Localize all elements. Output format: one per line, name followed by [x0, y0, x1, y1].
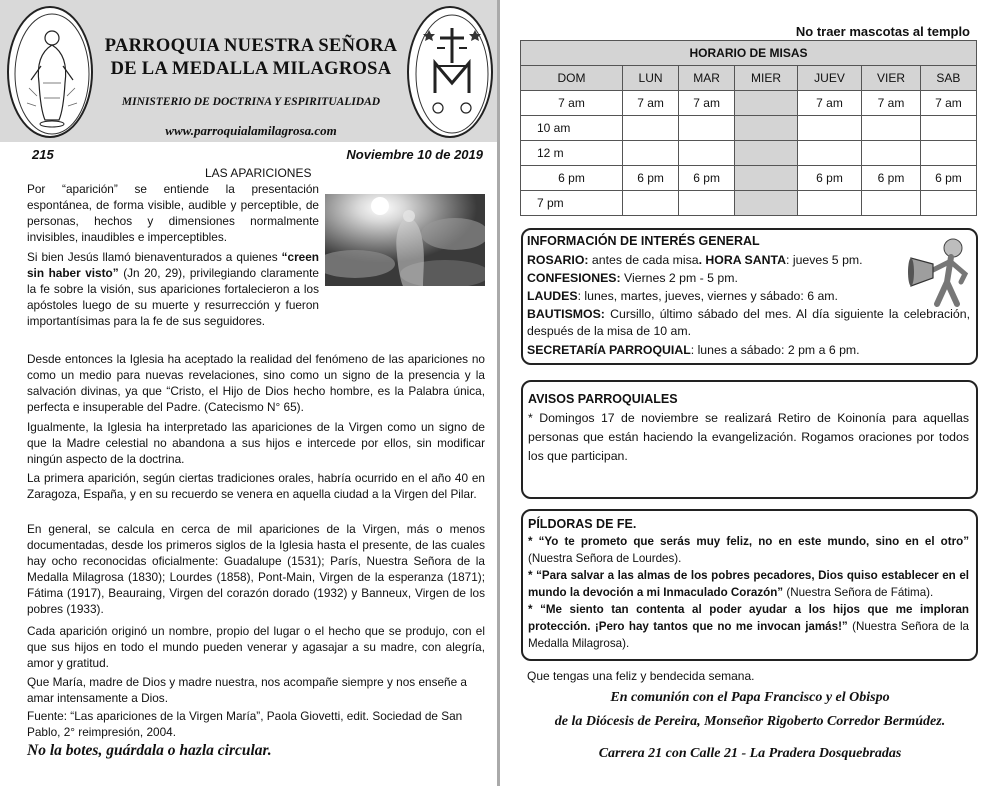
day-header: DOM — [521, 66, 623, 91]
faith-pill-2 — [528, 567, 969, 601]
schedule-row — [521, 166, 977, 191]
website-link[interactable]: www.parroquialamilagrosa.com — [165, 123, 337, 138]
issue-number: 215 — [32, 147, 54, 162]
schedule-cell — [735, 91, 798, 116]
article-paragraph-5: La primera aparición, según ciertas tradiciones orales, habría ocurrido en el año 40 en Zaragoza, España, y en su recuerdo se venera en aquella ciudad a la Virgen del Pilar. — [27, 471, 485, 501]
schedule-cell — [920, 141, 976, 166]
schedule-row — [521, 91, 977, 116]
schedule-cell — [862, 141, 921, 166]
schedule-row — [521, 116, 977, 141]
bautismos-text: Cursillo, último sábado del mes. Al día siguiente la celebración, después de la misa de 10 am. — [527, 307, 970, 338]
article-p2-quote: “creen sin haber visto” — [27, 250, 319, 280]
schedule-cell — [623, 191, 679, 216]
ministry-name: MINISTERIO DE DOCTRINA Y ESPIRITUALIDAD — [121, 96, 381, 108]
schedule-cell — [735, 141, 798, 166]
schedule-cell: 7 am — [521, 91, 623, 116]
parish-notices-box — [521, 380, 978, 499]
laudes-text: : lunes, martes, jueves, viernes y sábado: 6 am. — [577, 289, 838, 303]
article-p2-intro: Si bien Jesús llamó bienaventurados a quienes — [27, 250, 278, 264]
info-secretaria-line — [527, 342, 860, 359]
schedule-cell — [735, 116, 798, 141]
day-header: VIER — [862, 66, 921, 91]
article-paragraph-4: Igualmente, la Iglesia ha interpretado las apariciones de la Virgen como un signo de que la Madre celestial no abandona a sus hijos e intercede por ellos, sin modificar ningún aspecto de la doctrina. — [27, 420, 485, 466]
parish-title-line-1: PARROQUIA NUESTRA SEÑORA — [104, 36, 398, 56]
schedule-cell: 7 am — [623, 91, 679, 116]
schedule-cell — [679, 116, 735, 141]
schedule-cell: 6 pm — [623, 166, 679, 191]
schedule-row — [521, 141, 977, 166]
bautismos-label: BAUTISMOS: — [527, 307, 605, 321]
article-p2-rest: (Jn 20, 29), privilegiando claramente la fe sobre la visión, sus apariciones fortalecieron a los apóstoles luego de su muerte y resurrección y fueron importantísimas para la fe de sus seguidores. — [27, 266, 319, 328]
schedule-cell: 6 pm — [797, 166, 861, 191]
confesiones-label: CONFESIONES: — [527, 271, 621, 285]
schedule-cell: 6 pm — [521, 166, 623, 191]
schedule-cell: 7 am — [862, 91, 921, 116]
hora-santa-label: . HORA SANTA — [698, 253, 787, 267]
schedule-cell — [797, 116, 861, 141]
megaphone-figure-icon — [907, 234, 977, 310]
schedule-cell: 12 m — [521, 141, 623, 166]
schedule-cell: 6 pm — [862, 166, 921, 191]
schedule-cell — [735, 191, 798, 216]
schedule-cell: 7 am — [920, 91, 976, 116]
no-pets-notice: No traer mascotas al templo — [795, 24, 970, 39]
communion-line-1: En comunión con el Papa Francisco y el Obispo — [610, 690, 890, 705]
schedule-cell — [862, 116, 921, 141]
faith-pill-quote: * “Para salvar a las almas de los pobres pecadores, Dios quiso establecer en el mundo la devoción a mi Inmaculado Corazón” — [528, 569, 969, 599]
faith-pill-3 — [528, 601, 969, 652]
faith-pills-title: PÍLDORAS DE FE. — [528, 517, 637, 531]
general-info-title: INFORMACIÓN DE INTERÉS GENERAL — [527, 234, 760, 248]
info-bautismos-line — [527, 306, 970, 340]
rosario-text: antes de cada misa — [588, 253, 699, 267]
schedule-cell — [920, 116, 976, 141]
general-info-box — [521, 228, 978, 365]
confesiones-text: Viernes 2 pm - 5 pm. — [620, 271, 738, 285]
parish-title-line-2: DE LA MEDALLA MILAGROSA — [110, 59, 392, 79]
article-paragraph-8: Que María, madre de Dios y madre nuestra, nos acompañe siempre y nos enseñe a amar intensamente a Dios. — [27, 675, 467, 705]
cross-m-medal-icon — [407, 6, 493, 138]
mass-schedule-table — [520, 40, 977, 216]
schedule-cell: 6 pm — [920, 166, 976, 191]
keep-bulletin-notice: No la botes, guárdala o hazla circular. — [27, 742, 272, 759]
schedule-cell: 7 am — [679, 91, 735, 116]
secretaria-text: : lunes a sábado: 2 pm a 6 pm. — [690, 343, 860, 357]
article-paragraph-1: Por “aparición” se entiende la presentación espontánea, de forma visible, audible y perceptible, de personas, hechos y dimensiones normalmente invisibles, inaudibles e imperceptibles. — [27, 182, 319, 244]
schedule-cell — [797, 191, 861, 216]
article-paragraph-6: En general, se calcula en cerca de mil apariciones de la Virgen, más o menos documentadas, desde los primeros siglos de la Iglesia hasta el presente, de las cuales hay ocho reconocidas oficialmente: Guadalupe (1531); París, Nuestra Señora de la Medalla Milagrosa (1830); Lourdes (1858), Pont-Main, Virgen de la esperanza (1871); Fátima (1917), Beauraing, Virgen del corazón dorado (1932) y Banneux, Virgen de los pobres (1933). — [27, 522, 485, 616]
schedule-cell — [623, 141, 679, 166]
communion-line-2: de la Diócesis de Pereira, Monseñor Rigoberto Corredor Bermúdez. — [554, 714, 946, 729]
article-source: Fuente: “Las apariciones de la Virgen María”, Paola Giovetti, edit. Sociedad de San Pablo, 2° reimpresión, 2004. — [27, 709, 463, 739]
schedule-cell — [920, 191, 976, 216]
laudes-label: LAUDES — [527, 289, 578, 303]
virgin-mary-medal-icon — [7, 6, 93, 138]
faith-pill-source: (Nuestra Señora de Lourdes). — [528, 552, 682, 565]
faith-pills-box — [521, 509, 978, 661]
issue-date: Noviembre 10 de 2019 — [346, 147, 483, 162]
day-header: MIER — [735, 66, 798, 91]
faith-pill-quote: * “Me siento tan contenta al poder ayudar a los hijos que me imploran protección. ¡Pero hay tantos que no me invocan jamás!” — [528, 603, 969, 633]
schedule-cell — [735, 166, 798, 191]
parish-notice-text: * Domingos 17 de noviembre se realizará Retiro de Koinonía para aquellas personas que están haciendo la evangelización. Rogamos oraciones por todos los que participan. — [528, 411, 969, 463]
article-paragraph-2 — [27, 249, 319, 329]
left-page — [0, 0, 497, 786]
schedule-days-row — [521, 66, 977, 91]
closing-greeting: Que tengas una feliz y bendecida semana. — [527, 669, 755, 683]
secretaria-label: SECRETARÍA PARROQUIAL — [527, 343, 691, 357]
apparition-photo — [325, 194, 485, 286]
faith-pill-1 — [528, 533, 969, 567]
info-confesiones-line — [527, 270, 738, 287]
parish-notices-title: AVISOS PARROQUIALES — [528, 392, 678, 406]
article-title: LAS APARICIONES — [205, 166, 312, 180]
right-page — [500, 0, 1000, 786]
info-laudes-line — [527, 288, 838, 305]
schedule-caption: HORARIO DE MISAS — [521, 41, 977, 66]
schedule-row — [521, 191, 977, 216]
rosario-label: ROSARIO: — [527, 253, 589, 267]
schedule-cell: 10 am — [521, 116, 623, 141]
day-header: LUN — [623, 66, 679, 91]
schedule-cell — [862, 191, 921, 216]
parish-address: Carrera 21 con Calle 21 - La Pradera Dosquebradas — [598, 746, 902, 761]
schedule-cell — [679, 141, 735, 166]
article-paragraph-7: Cada aparición originó un nombre, propio del lugar o el hecho que se produjo, con el que sus hijos en todo el mundo pueden venerar y agasajar a su madre, con alegría, amor y gratitud. — [27, 624, 485, 670]
schedule-cell — [797, 141, 861, 166]
info-rosario-line — [527, 252, 863, 269]
schedule-cell: 7 pm — [521, 191, 623, 216]
day-header: JUEV — [797, 66, 861, 91]
schedule-cell: 6 pm — [679, 166, 735, 191]
hora-santa-text: : jueves 5 pm. — [786, 253, 863, 267]
schedule-cell — [679, 191, 735, 216]
day-header: SAB — [920, 66, 976, 91]
day-header: MAR — [679, 66, 735, 91]
article-paragraph-3: Desde entonces la Iglesia ha aceptado la realidad del fenómeno de las apariciones no como un medio para nuevas revelaciones, sino como un signo de la presencia y la salvación divinas, ya que “Cristo, el Hijo de Dios hecho hombre, es la Palabra única, perfecta e insuperable del Padre. (Catecismo N° 65). — [27, 352, 485, 414]
faith-pill-source: (Nuestra Señora de la Medalla Milagrosa). — [528, 620, 969, 650]
schedule-cell — [623, 116, 679, 141]
schedule-cell: 7 am — [797, 91, 861, 116]
faith-pill-source: (Nuestra Señora de Fátima). — [783, 586, 934, 599]
faith-pill-quote: * “Yo te prometo que serás muy feliz, no en este mundo, sino en el otro” — [528, 535, 969, 548]
